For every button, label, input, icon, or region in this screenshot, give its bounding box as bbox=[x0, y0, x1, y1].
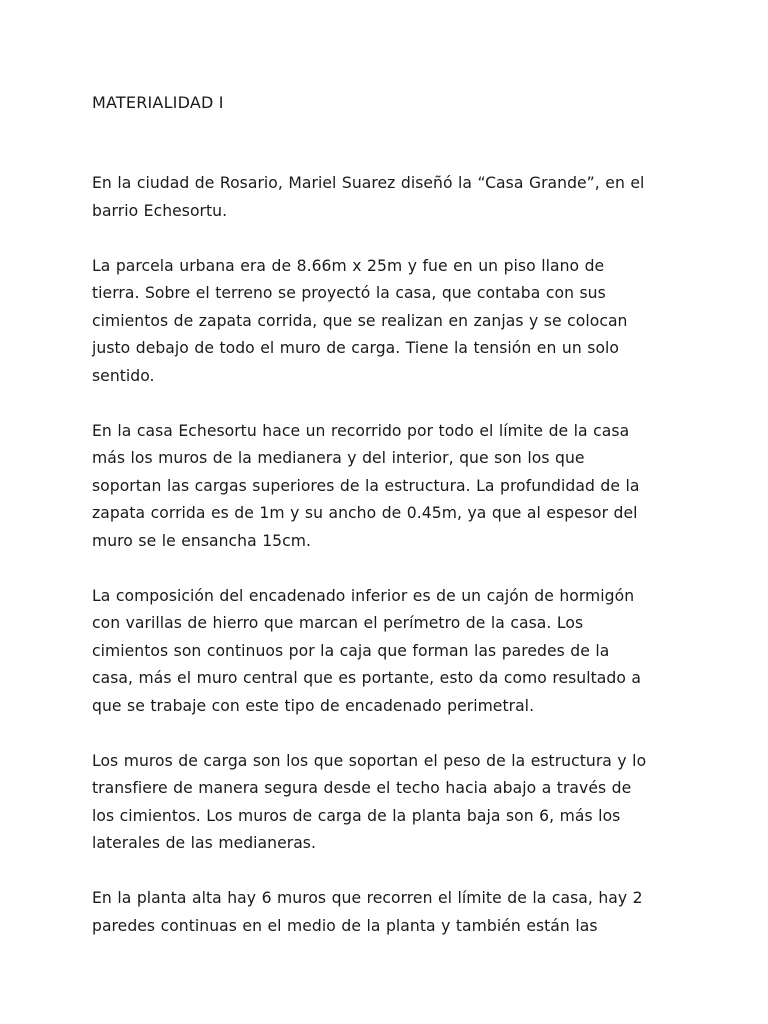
text-line: cimientos de zapata corrida, que se realizan en zanjas y se colocan bbox=[92, 311, 628, 330]
paragraph-3 bbox=[92, 418, 676, 556]
text-line: laterales de las medianeras. bbox=[92, 834, 316, 852]
document-title: MATERIALIDAD I bbox=[92, 93, 224, 112]
paragraph-1 bbox=[92, 170, 676, 225]
text-line: Los muros de carga son los que soportan el peso de la estructura y lo bbox=[92, 751, 647, 770]
paragraph-6 bbox=[92, 885, 676, 940]
text-line: En la planta alta hay 6 muros que recorren el límite de la casa, hay 2 bbox=[92, 889, 643, 907]
text-line: tierra. Sobre el terreno se proyectó la casa, que contaba con sus bbox=[92, 284, 606, 302]
document-body bbox=[92, 170, 676, 968]
text-line: los cimientos. Los muros de carga de la planta baja son 6, más los bbox=[92, 806, 621, 825]
text-line: En la casa Echesortu hace un recorrido por todo el límite de la casa bbox=[92, 421, 630, 440]
text-line: más los muros de la medianera y del interior, que son los que bbox=[92, 449, 585, 467]
paragraph-4 bbox=[92, 583, 676, 721]
text-line: cimientos son continuos por la caja que forman las paredes de la bbox=[92, 641, 610, 660]
text-line: justo debajo de todo el muro de carga. Tiene la tensión en un solo bbox=[92, 339, 620, 357]
text-line: En la ciudad de Rosario, Mariel Suarez diseñó la “Casa Grande”, en el bbox=[92, 174, 645, 192]
text-line: casa, más el muro central que es portante, esto da como resultado a bbox=[92, 669, 642, 687]
text-line: que se trabaje con este tipo de encadenado perimetral. bbox=[92, 696, 535, 715]
text-line: zapata corrida es de 1m y su ancho de 0.45m, ya que al espesor del bbox=[92, 504, 638, 522]
paragraph-5 bbox=[92, 748, 676, 858]
paragraph-2 bbox=[92, 253, 676, 391]
text-line: con varillas de hierro que marcan el perímetro de la casa. Los bbox=[92, 614, 584, 632]
text-line: transfiere de manera segura desde el techo hacia abajo a través de bbox=[92, 779, 632, 797]
text-line: barrio Echesortu. bbox=[92, 201, 228, 220]
text-line: soportan las cargas superiores de la estructura. La profundidad de la bbox=[92, 476, 640, 495]
text-line: muro se le ensancha 15cm. bbox=[92, 531, 312, 550]
text-line: sentido. bbox=[92, 366, 155, 385]
text-line: paredes continuas en el medio de la planta y también están las bbox=[92, 916, 598, 935]
text-line: La parcela urbana era de 8.66m x 25m y fue en un piso llano de bbox=[92, 256, 605, 275]
text-line: La composición del encadenado inferior es de un cajón de hormigón bbox=[92, 586, 635, 605]
